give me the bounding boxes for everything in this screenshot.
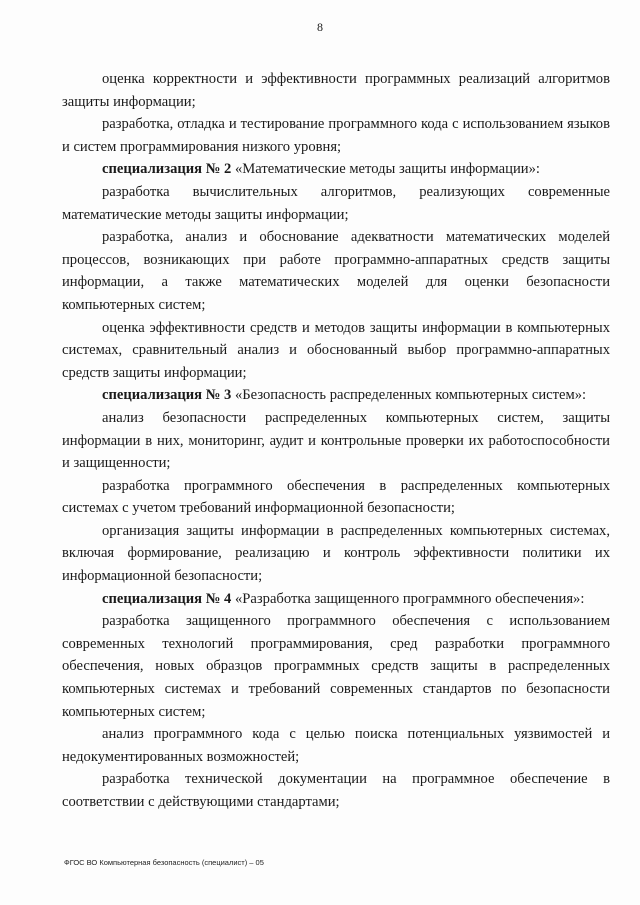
paragraph: разработка технической документации на программное обеспечение в соответствии с действующими стандартами; [62, 771, 610, 810]
paragraph: анализ программного кода с целью поиска потенциальных уязвимостей и недокументированных возможностей; [62, 726, 610, 765]
paragraph: разработка защищенного программного обеспечения с использованием современных технологий программирования, сред разработки программного обеспечения, новых образцов программных средств защиты в распределенных компьютерных системах и требований современных стандартов по безопасности компьютерных систем; [62, 613, 610, 720]
specialization-label: специализация № 2 [102, 161, 232, 178]
specialization-label: специализация № 3 [102, 387, 232, 404]
paragraph: оценка эффективности средств и методов защиты информации в компьютерных системах, сравнительный анализ и обоснованный выбор программно-аппаратных средств защиты информации; [62, 319, 610, 381]
page-footer: ФГОС ВО Компьютерная безопасность (специалист) – 05 [64, 858, 264, 867]
page-body [62, 68, 610, 814]
specialization-label: специализация № 4 [102, 590, 232, 607]
specialization-title: «Математические методы защиты информации»: [231, 161, 540, 178]
paragraph: разработка, отладка и тестирование программного кода с использованием языков и систем программирования низкого уровня; [62, 116, 610, 155]
paragraph: организация защиты информации в распределенных компьютерных системах, включая формирование, реализацию и контроль эффективности политики их информационной безопасности; [62, 522, 610, 585]
specialization-title: «Разработка защищенного программного обеспечения»: [231, 590, 585, 607]
specialization-heading [62, 588, 610, 611]
paragraph: оценка корректности и эффективности программных реализаций алгоритмов защиты информации; [62, 71, 610, 110]
paragraph: разработка, анализ и обоснование адекватности математических моделей процессов, возникающих при работе программно-аппаратных средств защиты информации, а также математических моделей для оценки безопасности компьютерных систем; [62, 229, 610, 313]
paragraph: анализ безопасности распределенных компьютерных систем, защиты информации в них, мониторинг, аудит и контрольные проверки их работоспособности и защищенности; [62, 409, 610, 472]
page-number: 8 [317, 20, 323, 34]
specialization-heading [62, 158, 610, 181]
specialization-title: «Безопасность распределенных компьютерных систем»: [231, 387, 587, 404]
paragraph: разработка программного обеспечения в распределенных компьютерных системах с учетом требований информационной безопасности; [62, 477, 610, 517]
specialization-heading [62, 384, 610, 407]
paragraph: разработка вычислительных алгоритмов, реализующих современные математические методы защиты информации; [62, 183, 610, 223]
